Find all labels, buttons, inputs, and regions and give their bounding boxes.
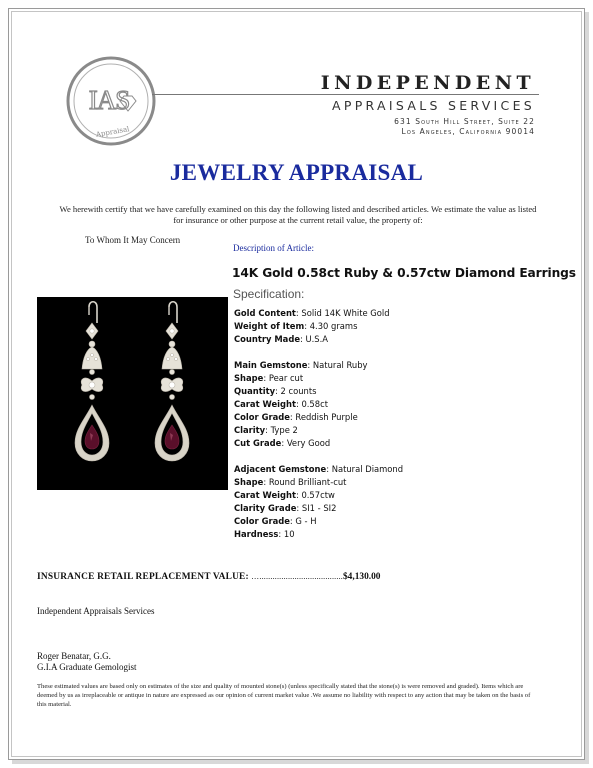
logo-text: IAS <box>88 85 130 115</box>
document-title: JEWELRY APPRAISAL <box>169 160 424 185</box>
specification-label: Specification: <box>233 287 305 301</box>
description-label: Description of Article: <box>233 243 314 253</box>
spec-row: Shape: Round Brilliant-cut <box>234 477 347 487</box>
spec-row: Shape: Pear cut <box>234 373 304 383</box>
owner-name: To Whom It May Concern <box>85 235 181 245</box>
signer-block <box>37 651 136 673</box>
spec-row: Weight of Item: 4.30 grams <box>234 321 358 331</box>
specifications-list <box>234 307 403 541</box>
signer-credential: G.I.A Graduate Gemologist <box>37 662 137 672</box>
spec-row: Gold Content: Solid 14K White Gold <box>234 308 390 318</box>
spec-row: Color Grade: Reddish Purple <box>234 412 358 422</box>
spec-row: Country Made: U.S.A <box>234 334 328 344</box>
spec-row: Clarity: Type 2 <box>234 425 298 435</box>
insurance-value-amount: $4,130.00 <box>342 572 381 582</box>
spec-row: Hardness: 10 <box>234 529 295 539</box>
insurance-dots: …...................................... <box>251 572 343 581</box>
spec-row: Adjacent Gemstone: Natural Diamond <box>234 464 404 474</box>
spec-row: Color Grade: G - H <box>234 516 317 526</box>
spec-row: Main Gemstone: Natural Ruby <box>234 360 368 370</box>
ias-logo-icon <box>66 56 156 146</box>
certification-intro: We herewith certify that we have carefully examined on this day the following listed and described articles. We estimate the value as listed for insurance or other purpose at the current retail value, the property of: <box>59 204 537 225</box>
insurance-value-line <box>37 572 380 582</box>
company-subtitle: APPRAISALS SERVICES <box>332 98 535 113</box>
address-line-2: Los Angeles, California 90014 <box>401 127 535 136</box>
insurance-value-label: INSURANCE RETAIL REPLACEMENT VALUE: <box>37 572 249 582</box>
page-shadow-bottom <box>12 760 589 764</box>
spec-row: Clarity Grade: SI1 - SI2 <box>234 503 337 513</box>
spec-row: Quantity: 2 counts <box>234 386 317 396</box>
page-shadow-right <box>585 12 589 764</box>
signer-name: Roger Benatar, G.G. <box>37 651 111 661</box>
spec-row: Cut Grade: Very Good <box>234 438 331 448</box>
spec-row: Carat Weight: 0.58ct <box>234 399 328 409</box>
company-signature: Independent Appraisals Services <box>37 606 155 616</box>
logo-subtext: Appraisal <box>95 125 130 139</box>
spec-row: Carat Weight: 0.57ctw <box>234 490 335 500</box>
address-line-1: 631 South Hill Street, Suite 22 <box>394 117 535 126</box>
company-name: INDEPENDENT <box>320 72 535 94</box>
earrings-photo <box>37 297 228 490</box>
disclaimer-text: These estimated values are based only on estimates of the size and quality of mounted stone(s) (unless specifically stated that the stone(s) is were removed and graded). Items which are deemed by us as irreplaceable or antique in nature are expressed as our opinion of current market value .We assume no liability with respect to any action that may be taken on the basis of this material. <box>37 683 531 709</box>
header-rule <box>152 94 539 95</box>
item-title: 14K Gold 0.58ct Ruby & 0.57ctw Diamond Earrings <box>232 266 576 280</box>
